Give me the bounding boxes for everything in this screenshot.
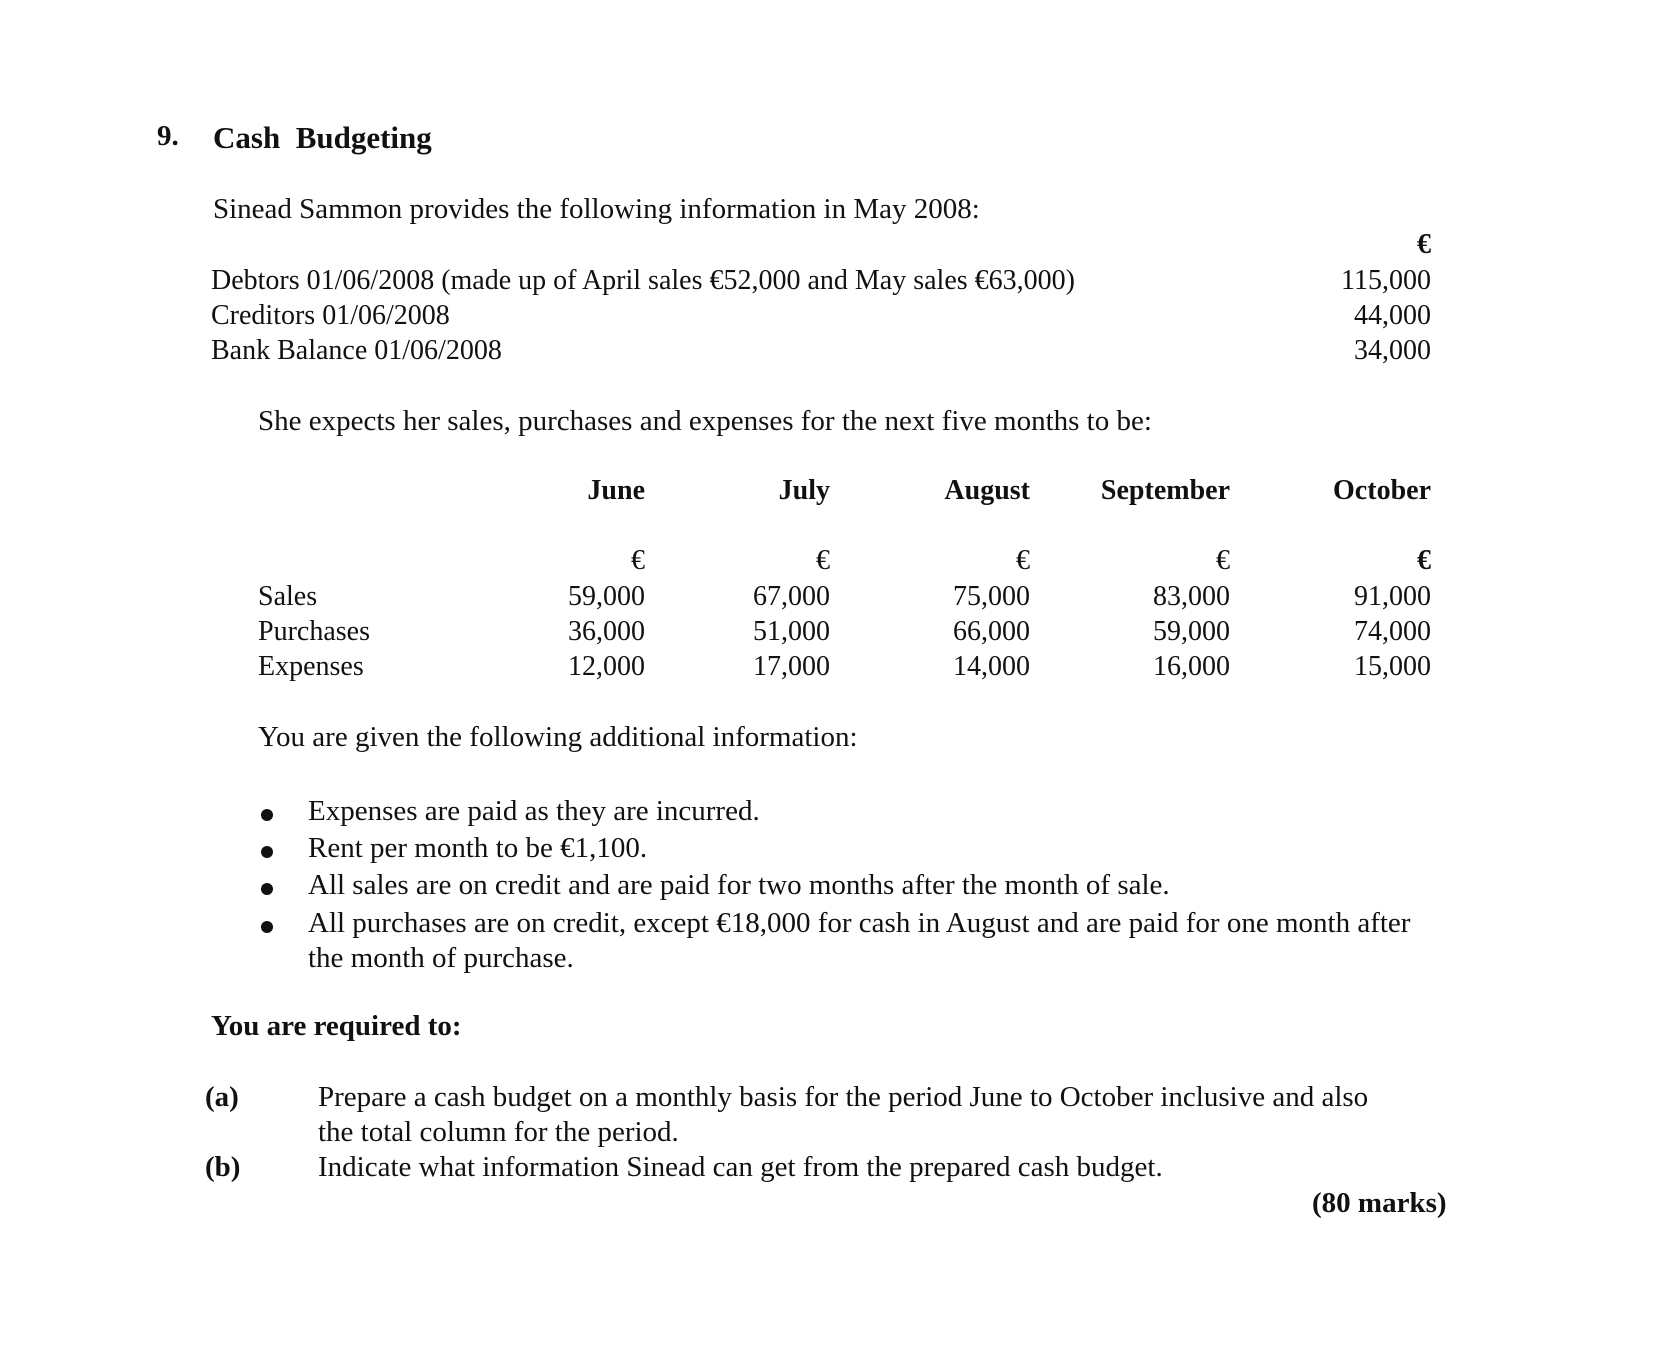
purchases-october: 74,000 [1354, 616, 1431, 647]
bullet-dot [261, 846, 273, 858]
month-header-september: September [1100, 475, 1230, 506]
month-header-october: October [1333, 475, 1431, 506]
currency-september: € [1216, 545, 1230, 576]
requirement-a-line-1: Prepare a cash budget on a monthly basis for the period June to October inclusive and also [318, 1081, 1369, 1113]
purchases-july: 51,000 [753, 616, 830, 647]
purchases-september: 59,000 [1153, 616, 1230, 647]
bullet-dot [261, 809, 273, 821]
month-header-june: June [587, 475, 645, 506]
sales-october: 91,000 [1354, 581, 1431, 612]
expenses-june: 12,000 [568, 651, 645, 682]
row-label-purchases: Purchases [258, 616, 370, 647]
expenses-august: 14,000 [953, 651, 1030, 682]
bullet-item-continuation: the month of purchase. [308, 942, 574, 974]
sales-july: 67,000 [753, 581, 830, 612]
requirement-a-line-2: the total column for the period. [318, 1116, 679, 1148]
bullet-dot [261, 883, 273, 895]
intro-text: Sinead Sammon provides the following information in May 2008: [213, 193, 980, 225]
row-label-expenses: Expenses [258, 651, 364, 682]
marks-label: (80 marks) [1312, 1187, 1447, 1219]
currency-august: € [1016, 545, 1030, 576]
expenses-september: 16,000 [1153, 651, 1230, 682]
month-header-august: August [944, 475, 1030, 506]
debtors-label: Debtors 01/06/2008 (made up of April sales €52,000 and May sales €63,000) [211, 265, 1075, 296]
expenses-october: 15,000 [1354, 651, 1431, 682]
sales-june: 59,000 [568, 581, 645, 612]
requirement-b-line-1: Indicate what information Sinead can get from the prepared cash budget. [318, 1151, 1163, 1183]
requirement-letter-a: (a) [205, 1081, 239, 1113]
question-title: Cash Budgeting [213, 120, 432, 155]
currency-october: € [1417, 545, 1431, 576]
additional-info-intro: You are given the following additional information: [258, 721, 858, 753]
sales-september: 83,000 [1153, 581, 1230, 612]
bullet-item: All purchases are on credit, except €18,000 for cash in August and are paid for one month after [308, 907, 1411, 939]
purchases-june: 36,000 [568, 616, 645, 647]
requirement-letter-b: (b) [205, 1151, 241, 1183]
row-label-sales: Sales [258, 581, 318, 612]
opening-currency-symbol: € [1417, 229, 1431, 260]
debtors-amount: 115,000 [1341, 265, 1431, 296]
currency-june: € [631, 545, 645, 576]
bank-balance-label: Bank Balance 01/06/2008 [211, 335, 502, 366]
month-header-july: July [778, 475, 830, 506]
sales-august: 75,000 [953, 581, 1030, 612]
required-heading: You are required to: [211, 1010, 462, 1042]
bullet-dot [261, 921, 273, 933]
bullet-item: All sales are on credit and are paid for two months after the month of sale. [308, 869, 1170, 901]
bank-balance-amount: 34,000 [1354, 335, 1431, 366]
currency-july: € [816, 545, 830, 576]
question-number: 9. [157, 120, 179, 152]
purchases-august: 66,000 [953, 616, 1030, 647]
bullet-item: Expenses are paid as they are incurred. [308, 795, 760, 827]
expenses-july: 17,000 [753, 651, 830, 682]
expects-text: She expects her sales, purchases and expenses for the next five months to be: [258, 405, 1152, 437]
creditors-amount: 44,000 [1354, 300, 1431, 331]
bullet-item: Rent per month to be €1,100. [308, 832, 648, 864]
creditors-label: Creditors 01/06/2008 [211, 300, 450, 331]
